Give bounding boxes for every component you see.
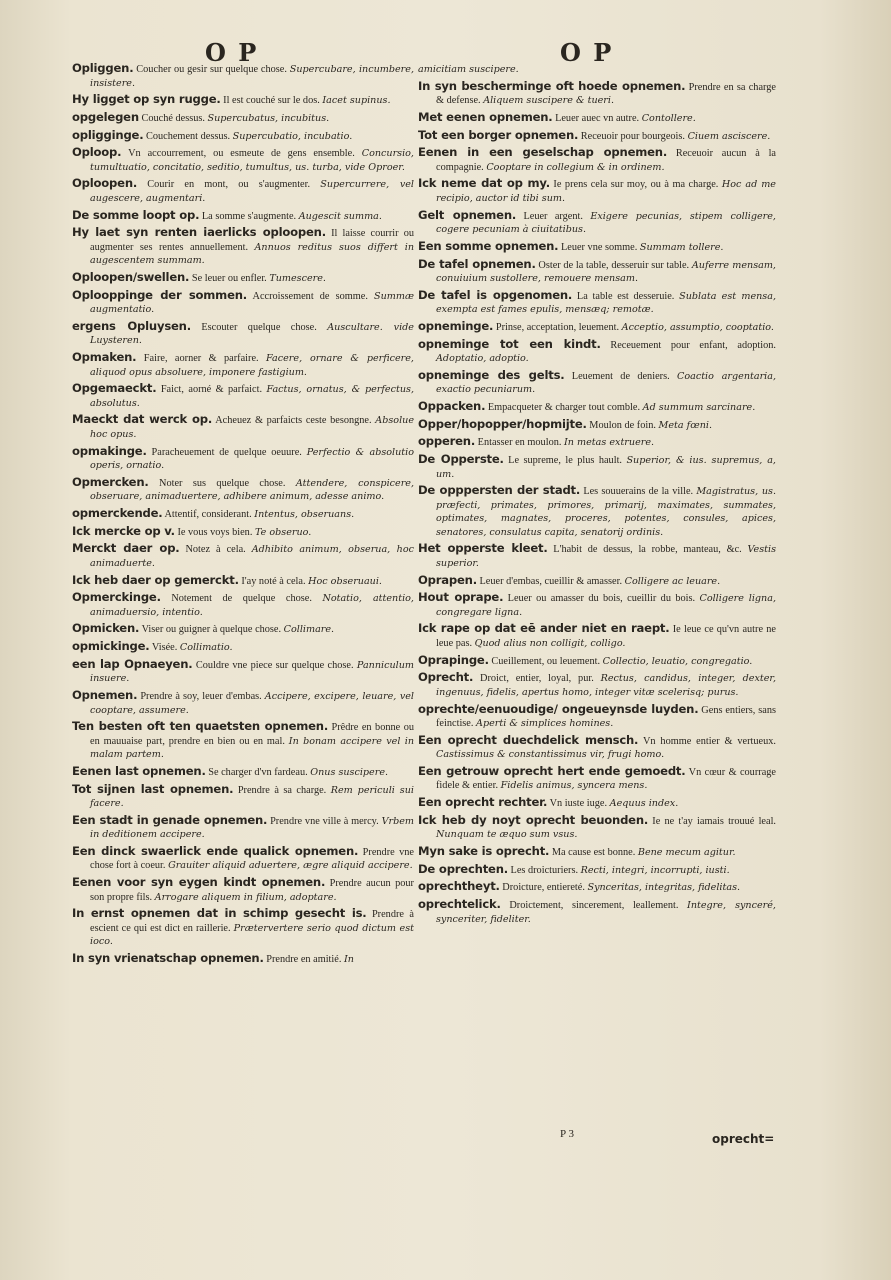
latin-gloss: Collectio, leuatio, congregatio. [602, 655, 753, 667]
french-gloss: Se charger d'vn fardeau. [205, 766, 311, 778]
latin-gloss: Collimatio. [179, 642, 233, 654]
latin-gloss: Exigere pecunias, stipem colligere, cogere pecuniam à ciuitatibus. [436, 210, 776, 236]
french-gloss: Viser ou guigner à quelque chose. [139, 624, 284, 636]
headword: Een getrouw oprecht hert ende gemoedt. [418, 763, 686, 778]
dictionary-entry [418, 453, 776, 481]
french-gloss: Droict, entier, loyal, pur. [473, 673, 601, 685]
french-gloss: Paracheuement de quelque oeuure. [146, 446, 307, 458]
headword: Oppacken. [418, 398, 486, 413]
latin-gloss: Superior, & ius. supremus, a, um. [436, 455, 776, 480]
dictionary-entry [418, 111, 776, 126]
dictionary-entry [72, 783, 414, 811]
latin-gloss: Nunquam te æquo sum vsus. [436, 829, 578, 841]
headword: Een dinck swaerlick ende qualick opnemen. [72, 843, 359, 858]
french-gloss: Prendre à sa charge. [233, 784, 331, 796]
latin-gloss: Synceritas, integritas, fidelitas. [587, 882, 741, 894]
french-gloss: Couché dessus. [138, 112, 208, 124]
french-gloss: Se leuer ou enfler. [189, 273, 270, 284]
headword: opneminge des gelts. [418, 367, 565, 382]
dictionary-entry [72, 209, 414, 224]
dictionary-entry [418, 289, 776, 317]
header-left: O P [205, 38, 259, 67]
dictionary-entry [418, 703, 776, 731]
dictionary-entry [418, 880, 776, 895]
latin-gloss: Supercubare, incumbere, insistere. [90, 64, 414, 89]
latin-gloss: Panniculum insuere. [90, 659, 414, 685]
dictionary-entry [72, 289, 414, 317]
latin-gloss: In bonam accipere vel in malam partem. [90, 735, 415, 761]
latin-gloss: Hoc obseruaui. [308, 575, 382, 587]
french-gloss: Ie prens cela sur moy, ou à ma charge. [549, 179, 722, 191]
headword: Gelt opnemen. [418, 207, 517, 222]
latin-gloss: Intentus, obseruans. [254, 509, 355, 520]
latin-gloss: Bene mecum agitur. [637, 846, 736, 858]
latin-gloss: Aperti & simplices homines. [476, 718, 614, 729]
latin-gloss: In [344, 954, 354, 965]
french-gloss: Attentif, considerant. [162, 509, 255, 520]
dictionary-entry [72, 574, 414, 589]
headword: In ernst opnemen dat in schimp gesecht is. [72, 906, 367, 921]
dictionary-entry [418, 671, 776, 699]
dictionary-entry [418, 654, 776, 669]
french-gloss: Prendre aucun pour son propre fils. [90, 878, 414, 903]
dictionary-entry [418, 146, 776, 174]
dictionary-entry [418, 177, 776, 205]
headword: De somme loopt op. [72, 207, 200, 222]
headword: Hout oprape. [418, 590, 504, 605]
latin-gloss: Ciuem asciscere. [687, 130, 771, 142]
dictionary-entry [72, 93, 414, 108]
headword: Oploopen/swellen. [72, 270, 190, 284]
latin-gloss: In metas extruere. [564, 437, 655, 449]
right-column [418, 62, 776, 929]
headword: Maeckt dat werck op. [72, 412, 213, 427]
french-gloss: Prendre à escient ce qui est dict en raillerie. [90, 909, 414, 934]
french-gloss: Ie ne t'ay iamais trouué leal. [648, 815, 777, 827]
french-gloss: Leuer ou amasser du bois, cueillir du bois. [503, 593, 700, 605]
french-gloss: Leuer argent. [516, 210, 591, 222]
dictionary-entry [72, 542, 414, 570]
french-gloss: Prendre vne ville à mercy. [267, 815, 382, 827]
latin-gloss: Concursio, tumultuatio, concitatio, seditio, tumultus, us. turba, vide Oproer. [90, 148, 414, 173]
latin-gloss: Accipere, excipere, leuare, vel cooptare, assumere. [90, 691, 415, 716]
dictionary-entry [418, 591, 776, 619]
latin-gloss: Meta fœni. [658, 419, 712, 431]
headword: Oprapen. [418, 572, 477, 587]
french-gloss: Entasser en moulon. [475, 437, 565, 449]
dictionary-entry [418, 435, 776, 450]
latin-gloss: Fidelis animus, syncera mens. [500, 780, 648, 792]
french-gloss: Ie vous voys bien. [174, 526, 255, 538]
french-gloss: Prendre à soy, leuer d'embas. [137, 691, 265, 702]
headword: Oploop. [72, 145, 122, 160]
header-right: O P [560, 38, 614, 67]
dictionary-entry [72, 907, 414, 949]
dictionary-entry [72, 476, 414, 504]
french-gloss: Oster de la table, desseruir sur table. [535, 259, 692, 271]
headword: Een oprecht rechter. [418, 795, 548, 810]
latin-gloss: Aliquem suscipere & tueri. [483, 95, 615, 107]
dictionary-entry [418, 80, 776, 108]
headword: Met eenen opnemen. [418, 109, 553, 124]
french-gloss: Courir en mont, ou s'augmenter. [137, 179, 321, 191]
dictionary-entry [72, 382, 414, 410]
french-gloss: Les souuerains de la ville. [580, 486, 697, 498]
headword: Tot een borger opnemen. [418, 127, 579, 142]
dictionary-entry [418, 258, 776, 286]
french-gloss: Le supreme, le plus hault. [503, 455, 627, 466]
dictionary-entry [72, 445, 414, 473]
latin-gloss: Prætervertere serio quod dictum est ioco. [90, 922, 415, 948]
dictionary-entry [418, 845, 776, 860]
headword: Eenen last opnemen. [72, 763, 206, 778]
headword: opmakinge. [72, 443, 147, 458]
headword: De Opperste. [418, 452, 504, 466]
french-gloss: Droicture, entiereté. [499, 882, 588, 894]
dictionary-entry [418, 209, 776, 237]
french-gloss: Leuer vne somme. [558, 241, 640, 253]
headword: Oprecht. [418, 670, 474, 685]
dictionary-entry [72, 658, 414, 686]
dictionary-entry [418, 320, 776, 335]
french-gloss: Moulon de foin. [586, 419, 659, 431]
latin-gloss: Hoc ad me recipio, auctor id tibi sum. [436, 179, 776, 204]
headword: In syn bescherminge oft hoede opnemen. [418, 78, 686, 93]
headword: opneminge tot een kindt. [418, 336, 601, 351]
latin-gloss: Summam tollere. [639, 241, 724, 253]
headword: opmerckende. [72, 506, 163, 520]
headword: oprechtelick. [418, 897, 501, 911]
latin-gloss: Adhibito animum, obserua, hoc animaduerte. [90, 544, 415, 569]
dictionary-entry [418, 622, 776, 650]
dictionary-entry [72, 413, 414, 441]
latin-gloss: Onus suscipere. [310, 766, 389, 778]
french-gloss: Prêdre en bonne ou en mauuaise part, prendre en bien ou en mal. [90, 722, 414, 747]
dictionary-entry [72, 320, 414, 348]
headword: Oplooppinge der sommen. [72, 287, 247, 302]
dictionary-entry [72, 876, 414, 904]
headword: Een somme opnemen. [418, 238, 559, 253]
french-gloss: La table est desseruie. [572, 290, 680, 302]
dictionary-entry [418, 796, 776, 811]
latin-gloss: Facere, ornare & perficere, aliquod opus absoluere, imponere fastigium. [90, 353, 414, 378]
headword: Oprapinge. [418, 652, 489, 667]
latin-gloss: Collimare. [283, 624, 335, 636]
latin-gloss: Integre, synceré, synceriter, fideliter. [436, 900, 776, 925]
latin-gloss: Te obseruo. [254, 526, 312, 538]
french-gloss: Noter sus quelque chose. [148, 477, 296, 489]
french-gloss: Ma cause est bonne. [549, 846, 638, 858]
french-gloss: Gens entiers, sans feinctise. [436, 704, 776, 729]
headword: Eenen voor syn eygen kindt opnemen. [72, 875, 326, 890]
dictionary-entry [72, 622, 414, 637]
latin-gloss: Annuos reditus suos differt in augescentem summam. [90, 241, 414, 267]
french-gloss: Coucher ou gesir sur quelque chose. [133, 64, 290, 75]
latin-gloss: Summæ augmentatio. [90, 290, 414, 316]
dictionary-entry [418, 369, 776, 397]
dictionary-entry [72, 507, 414, 522]
dictionary-entry [72, 129, 414, 144]
latin-gloss: Aequus index. [609, 798, 679, 810]
dictionary-entry [72, 226, 414, 268]
headword: een lap Opnaeyen. [72, 656, 193, 671]
dictionary-entry [418, 898, 776, 926]
french-gloss: Prinse, acceptation, leuement. [493, 321, 622, 333]
latin-gloss: Iacet supinus. [322, 95, 391, 107]
latin-gloss: Supercubatus, incubitus. [207, 112, 330, 124]
latin-gloss: Recti, integri, incorrupti, iusti. [580, 864, 730, 876]
french-gloss: Escouter quelque chose. [190, 321, 328, 333]
french-gloss: Les droicturiers. [507, 864, 581, 876]
dictionary-entry [72, 146, 414, 174]
headword: In syn vrienatschap opnemen. [72, 951, 264, 965]
latin-gloss: Grauiter aliquid aduertere, ægre aliquid accipere. [168, 860, 413, 872]
dictionary-entry [72, 62, 414, 90]
french-gloss: Couldre vne piece sur quelque chose. [192, 659, 357, 671]
headword: Opliggen. [72, 61, 134, 75]
latin-gloss: Arrogare aliquem in filium, adoptare. [154, 891, 337, 903]
dictionary-entry [72, 271, 414, 286]
headword: Opmaken. [72, 350, 137, 365]
dictionary-entry [72, 111, 414, 126]
dictionary-entry [418, 240, 776, 255]
headword: Hy laet syn renten iaerlicks oploopen. [72, 225, 326, 240]
french-gloss: Vn iuste iuge. [547, 798, 610, 810]
french-gloss: Receuement pour enfant, adoption. [600, 339, 776, 351]
latin-gloss: Factus, ornatus, & perfectus, absolutus. [90, 384, 414, 409]
latin-gloss: Supercurrere, vel augescere, augmentari. [90, 179, 414, 204]
french-gloss: Empacqueter & charger tout comble. [485, 401, 643, 413]
latin-gloss: Vrbem in deditionem accipere. [90, 815, 414, 841]
french-gloss: Prendre vne chose fort à coeur. [90, 846, 415, 872]
french-gloss: Leuer d'embas, cueillir & amasser. [476, 575, 625, 587]
headword: Ick neme dat op my. [418, 176, 550, 191]
dictionary-entry [72, 689, 414, 717]
headword: Oploopen. [72, 176, 138, 191]
headword: opligginge. [72, 127, 144, 142]
headword: Eenen in een geselschap opnemen. [418, 145, 668, 160]
latin-gloss: Magistratus, us. præfecti, primates, primores, primarij, maximates, summates, optimates, magnates, proceres, potentes, consules, apices, senatores, consulatus capita, senatorij ordinis. [436, 486, 776, 538]
dictionary-entry [72, 640, 414, 655]
latin-gloss: Colligere ac leuare. [624, 575, 721, 587]
headword: oprechte/eenuoudige/ ongeueynsde luyden. [418, 701, 699, 716]
dictionary-entry [72, 177, 414, 205]
dictionary-entry [72, 845, 414, 873]
headword: Het opperste kleet. [418, 541, 548, 556]
headword: Ten besten oft ten quaetsten opnemen. [72, 719, 329, 734]
headword: opmickinge. [72, 639, 150, 654]
headword: Ick rape op dat eē ander niet en raept. [418, 621, 670, 636]
dictionary-entry [418, 129, 776, 144]
headword: De tafel is opgenomen. [418, 287, 573, 302]
latin-gloss: Attendere, conspicere, obseruare, animaduertere, adhibere animum, adesse animo. [90, 477, 415, 503]
french-gloss: Il laisse courrir ou augmenter ses rentes annuellement. [90, 228, 414, 253]
french-gloss: Accroissement de somme. [246, 290, 375, 302]
latin-gloss: Absolue hoc opus. [90, 415, 414, 440]
dictionary-entry [72, 720, 414, 762]
french-gloss: La somme s'augmente. [199, 210, 299, 222]
french-gloss: Prendre en amitié. [263, 954, 345, 965]
dictionary-entry [418, 734, 776, 762]
dictionary-entry [418, 765, 776, 793]
latin-gloss: Quod alius non colligit, colligo. [474, 637, 626, 649]
french-gloss: Receuoir aucun à la compagnie. [436, 148, 776, 173]
latin-gloss: Cooptare in collegium & in ordinem. [486, 161, 665, 173]
latin-gloss: Notatio, attentio, animaduersio, intentio. [90, 593, 414, 618]
latin-gloss: Castissimus & constantissimus vir, frugi homo. [436, 749, 665, 761]
signature-mark: P 3 [560, 1128, 574, 1140]
headword: De opppersten der stadt. [418, 483, 581, 498]
headword: Een oprecht duechdelick mensch. [418, 732, 639, 747]
headword: opperen. [418, 434, 476, 449]
french-gloss: Il est couché sur le dos. [220, 95, 323, 107]
dictionary-entry [418, 814, 776, 842]
headword: Opnemen. [72, 688, 138, 702]
french-gloss: Faire, aorner & parfaire. [136, 353, 267, 365]
headword: Opmercken. [72, 474, 149, 489]
latin-gloss: Rem periculi sui facere. [90, 784, 414, 810]
latin-gloss: amicitiam suscipere. [418, 64, 519, 75]
latin-gloss: Ad summum sarcinare. [642, 401, 756, 413]
french-gloss: Notement de quelque chose. [160, 593, 323, 605]
french-gloss: Acheuez & parfaicts ceste besongne. [212, 415, 376, 427]
latin-gloss: Auscultare. vide Luysteren. [90, 321, 414, 347]
latin-gloss: Vestis superior. [436, 544, 776, 569]
headword: Opper/hopopper/hopmijte. [418, 416, 587, 431]
french-gloss: Receuoir pour bourgeois. [578, 130, 688, 142]
headword: Opgemaeckt. [72, 381, 157, 396]
french-gloss: Vn cœur & courrage fidele & entier. [436, 766, 776, 792]
headword: Ick heb dy noyt oprecht beuonden. [418, 812, 649, 827]
latin-gloss: Supercubatio, incubatio. [232, 130, 353, 142]
headword: Ick heb daer op gemerckt. [72, 572, 239, 587]
latin-gloss: Augescit summa. [298, 210, 382, 222]
french-gloss: Visée. [149, 642, 180, 654]
latin-gloss: Contollere. [641, 112, 696, 124]
headword: Opmerckinge. [72, 590, 161, 605]
headword: oprechtheyt. [418, 879, 500, 894]
headword: De tafel opnemen. [418, 256, 536, 271]
latin-gloss: Colligere ligna, congregare ligna. [436, 593, 776, 618]
dictionary-entry [418, 400, 776, 415]
catchword: oprecht= [712, 1132, 775, 1146]
dictionary-entry [72, 591, 414, 619]
dictionary-entry [72, 952, 414, 967]
french-gloss: Droictement, sincerement, leallement. [500, 900, 688, 911]
headword: ergens Opluysen. [72, 318, 191, 333]
headword: opneminge. [418, 318, 494, 333]
latin-gloss: Perfectio & absolutio operis, ornatio. [90, 446, 414, 472]
french-gloss: Leuer auec vn autre. [552, 112, 642, 124]
dictionary-entry [418, 484, 776, 539]
dictionary-entry [72, 525, 414, 540]
latin-gloss: Auferre mensam, conuiuium sustollere, remouere mensam. [436, 259, 776, 284]
dictionary-entry [72, 765, 414, 780]
headword: Tot sijnen last opnemen. [72, 781, 234, 796]
french-gloss: I'ay noté à cela. [238, 575, 309, 587]
dictionary-entry [72, 351, 414, 379]
french-gloss: Ie leue ce qu'vn autre ne leue pas. [436, 624, 776, 649]
french-gloss: Cueillement, ou leuement. [488, 655, 603, 667]
dictionary-entry [72, 814, 414, 842]
latin-gloss: Adoptatio, adoptio. [436, 353, 529, 365]
headword: opgelegen [72, 109, 139, 124]
dictionary-entry [418, 863, 776, 878]
dictionary-entry [418, 542, 776, 570]
dictionary-entry [418, 338, 776, 366]
latin-gloss: Rectus, candidus, integer, dexter, ingenuus, fidelis, apertus homo, integer vitæ scelerisq; purus. [436, 673, 776, 698]
headword: Merckt daer op. [72, 541, 180, 556]
headword: Ick mercke op v. [72, 523, 175, 538]
dictionary-entry [418, 62, 776, 77]
latin-gloss: Sublata est mensa, exempta est fames epulis, mensæq; remotæ. [436, 290, 776, 316]
dictionary-entry [418, 418, 776, 433]
latin-gloss: Coactio argentaria, exactio pecuniarum. [436, 370, 776, 396]
french-gloss: Faict, aorné & parfaict. [156, 384, 267, 396]
latin-gloss: Acceptio, assumptio, cooptatio. [621, 321, 774, 333]
latin-gloss: Tumescere. [269, 273, 326, 284]
french-gloss: Vn accourrement, ou esmeute de gens ensemble. [121, 148, 362, 160]
left-column [72, 62, 414, 970]
headword: Hy ligget op syn rugge. [72, 92, 221, 107]
dictionary-entry [418, 574, 776, 589]
headword: Opmicken. [72, 621, 140, 636]
french-gloss: Leuement de deniers. [564, 370, 677, 382]
french-gloss: L'habit de dessus, la robbe, manteau, &c. [547, 544, 748, 556]
headword: De oprechten. [418, 861, 508, 876]
headword: Een stadt in genade opnemen. [72, 812, 268, 827]
french-gloss: Vn homme entier & vertueux. [638, 735, 776, 747]
french-gloss: Prendre en sa charge & defense. [436, 81, 776, 107]
french-gloss: Notez à cela. [179, 544, 252, 556]
headword: Myn sake is oprecht. [418, 843, 550, 858]
french-gloss: Couchement dessus. [143, 130, 233, 142]
